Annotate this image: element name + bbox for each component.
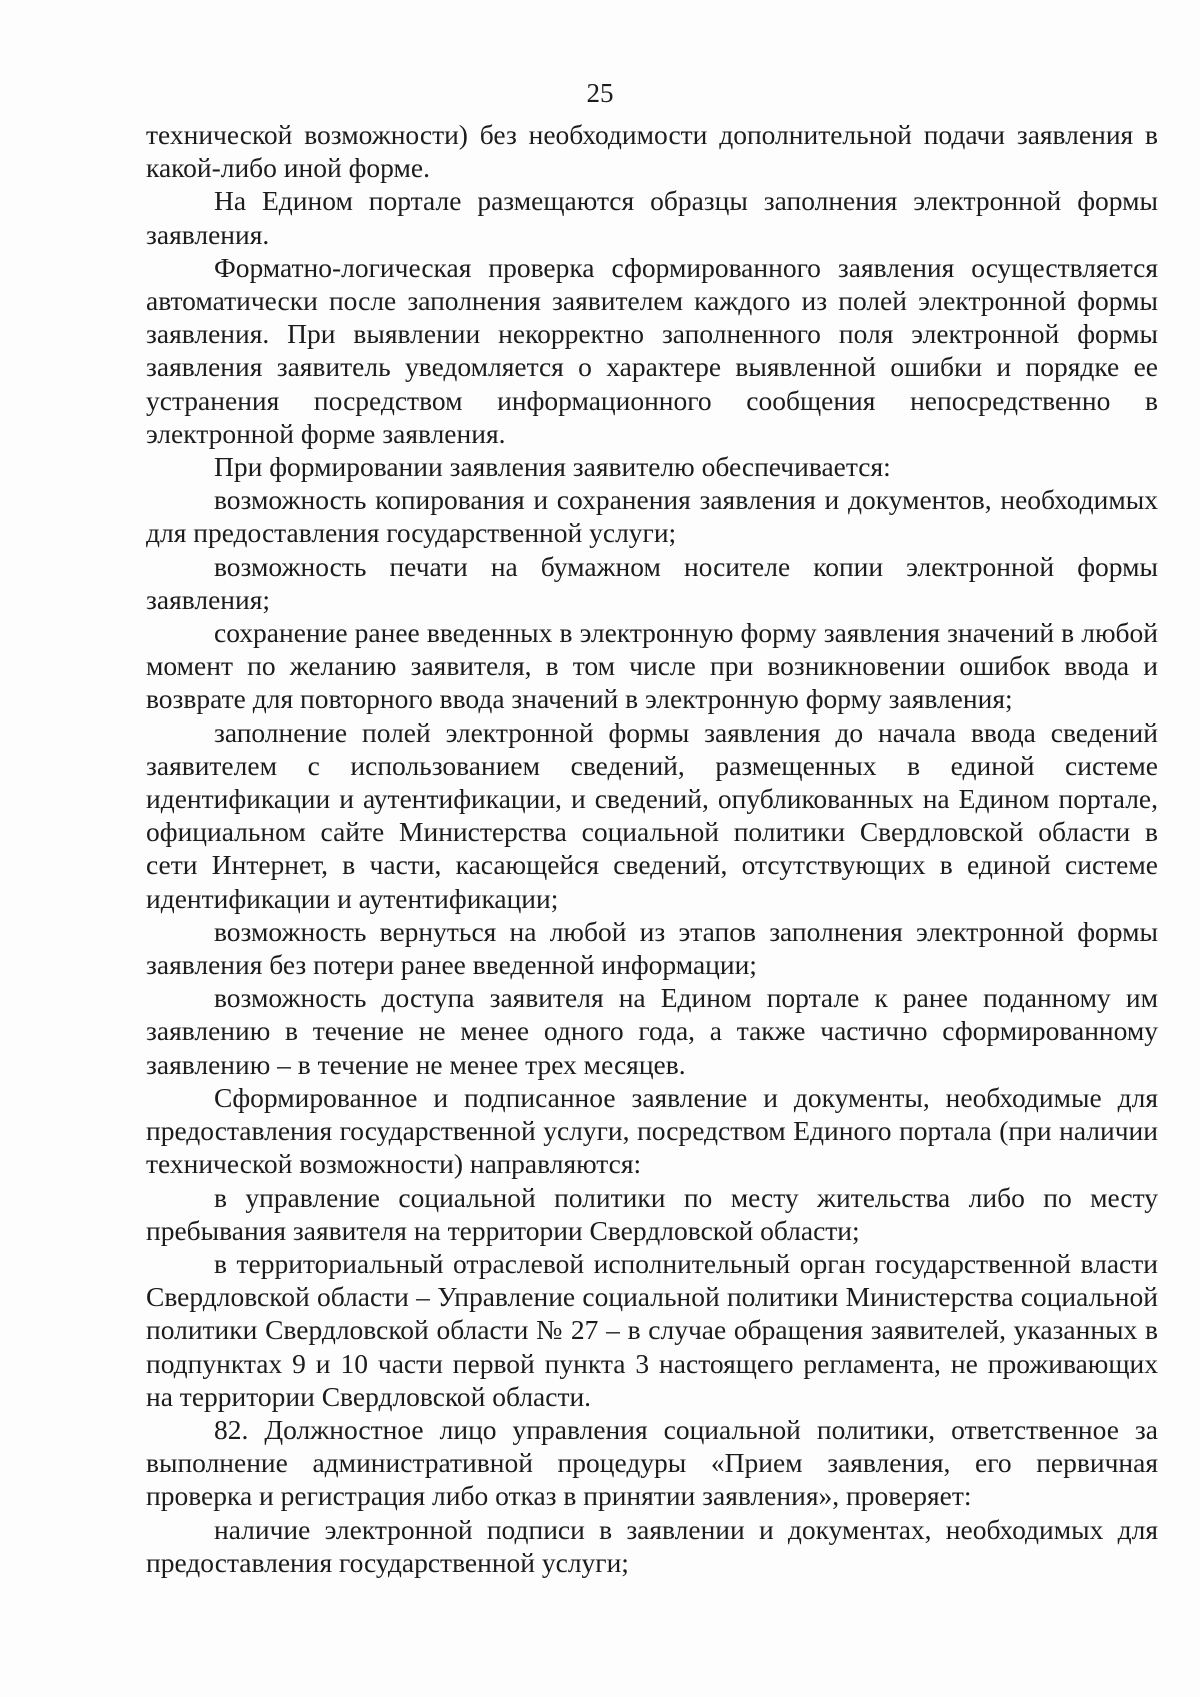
list-item: возможность вернуться на любой из этапов заполнения электронной формы заявления без потери ранее введенной информации; [146,915,1158,981]
list-item: возможность доступа заявителя на Едином портале к ранее поданному им заявлению в течение не менее одного года, а также частично сформированному заявлению – в течение не менее трех месяцев. [146,982,1158,1080]
paragraph: Форматно-логическая проверка сформированного заявления осуществляется автоматически после заполнения заявителем каждого из полей электронной формы заявления. При выявлении некорректно заполненного поля электронной формы заявления заявитель уведомляется о характере выявленной ошибки и порядке ее устранения посредством информационного сообщения непосредственно в электронной форме заявления. [146,251,1158,449]
list-item: заполнение полей электронной формы заявления до начала ввода сведений заявителем с использованием сведений, размещенных в единой системе идентификации и аутентификации, и сведений, опубликованных на Едином портале, официальном сайте Министерства социальной политики Свердловской области в сети Интернет, в части, касающейся сведений, отсутствующих в единой системе идентификации и аутентификации; [146,716,1158,914]
list-item: в территориальный отраслевой исполнительный орган государственной власти Свердловской области – Управление социальной политики Министерства социальной политики Свердловской области № 27 – в случае обращения заявителей, указанных в подпунктах 9 и 10 части первой пункта 3 настоящего регламента, не проживающих на территории Свердловской области. [146,1247,1158,1412]
list-item: возможность печати на бумажном носителе копии электронной формы заявления; [146,550,1158,615]
list-item: в управление социальной политики по месту жительства либо по месту пребывания заявителя на территории Свердловской области; [146,1181,1158,1246]
paragraph: 82. Должностное лицо управления социальной политики, ответственное за выполнение административной процедуры «Прием заявления, его первичная проверка и регистрация либо отказ в принятии заявления», проверяет: [146,1413,1158,1512]
page-number: 25 [586,78,614,108]
document-body [146,118,1158,1579]
paragraph: технической возможности) без необходимости дополнительной подачи заявления в какой-либо иной форме. [146,119,1158,184]
paragraph: Сформированное и подписанное заявление и документы, необходимые для предоставления государственной услуги, посредством Единого портала (при наличии технической возможности) направляются: [146,1081,1158,1180]
list-item: возможность копирования и сохранения заявления и документов, необходимых для предоставления государственной услуги; [146,484,1158,549]
list-item: наличие электронной подписи в заявлении и документах, необходимых для предоставления государственной услуги; [146,1513,1158,1578]
paragraph: На Едином портале размещаются образцы заполнения электронной формы заявления. [146,185,1158,250]
list-item: сохранение ранее введенных в электронную форму заявления значений в любой момент по желанию заявителя, в том числе при возникновении ошибок ввода и возврате для повторного ввода значений в электронную форму заявления; [146,617,1158,715]
paragraph: При формировании заявления заявителю обеспечивается: [214,451,891,483]
